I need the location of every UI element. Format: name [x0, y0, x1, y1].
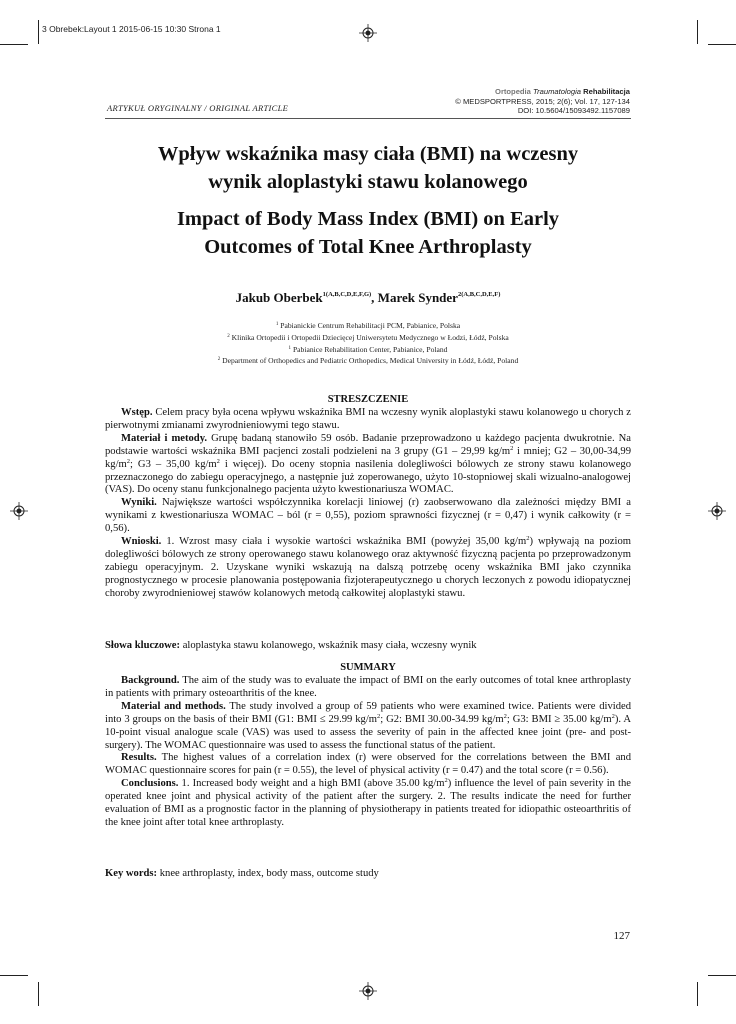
affiliation	[105, 320, 631, 332]
paragraph-text: 1. Wzrost masy ciała i wysokie wartości wskaźnika BMI (powyżej 35,00 kg/m	[161, 536, 527, 548]
affiliation-number: 2	[217, 357, 221, 363]
superscript: 2	[216, 457, 220, 465]
author-contribution: 1(A,B,C,D,E,F,G)	[322, 291, 372, 298]
affiliation	[105, 332, 631, 344]
affiliation-text: Department of Orthopedics and Pediatric Orthopedics, Medical University in Łódź, Łódź, Poland	[222, 356, 519, 366]
page-number: 127	[613, 930, 630, 942]
paragraph-text: The aim of the study was to evaluate the impact of BMI on the early outcomes of total knee arthroplasty in patients with primary osteoarthritis of the knee.	[105, 675, 631, 699]
crop-mark	[697, 20, 698, 44]
paragraph-text: The study involved a group of 59 patients who were examined twice. Patients were divided into 3 groups on the basis of their BMI (G1: BMI ≤ 29.99 kg/m	[105, 700, 631, 725]
paragraph-label: Materiał i metody.	[121, 432, 208, 444]
crop-mark	[708, 44, 736, 45]
author-name: Jakub Oberbek	[235, 290, 323, 305]
registration-mark-icon	[359, 982, 377, 1000]
abstract-en	[105, 675, 631, 830]
affiliation-text: Klinika Ortopedii i Ortopedii Dziecięcej Uniwersytetu Medycznego w Łodzi, Łódź, Polska	[231, 332, 509, 342]
abstract-pl	[105, 407, 631, 601]
abstract-paragraph	[105, 407, 631, 433]
paragraph-text: ; G3 – 35,00 kg/m	[130, 458, 217, 470]
superscript: 2	[503, 712, 507, 720]
registration-mark-icon	[10, 502, 28, 520]
crop-mark	[708, 975, 736, 976]
affiliation	[105, 355, 631, 367]
superscript: 2	[611, 712, 615, 720]
superscript: 2	[526, 535, 530, 543]
affiliation-number: 1	[275, 322, 279, 327]
registration-mark-icon	[359, 24, 377, 42]
journal-name-part2: Traumatologia	[533, 87, 582, 96]
crop-mark	[38, 982, 39, 1006]
superscript: 2	[377, 712, 381, 720]
keywords-en	[105, 867, 631, 880]
title-english-line: Impact of Body Mass Index (BMI) on Early	[176, 208, 560, 230]
journal-name	[455, 87, 630, 97]
paragraph-label: Wnioski.	[121, 536, 162, 548]
journal-name-part3: Rehabilitacja	[583, 87, 630, 96]
paragraph-text: Grupę badaną stanowiło 59 osób. Badanie przeprowadzono u każdego pacjenta dwukrotnie. Na podstawie wartości wskaźnika BMI pacjenci zostali podzieleni na 3 grupy (G1 – 29,99 kg/m	[105, 432, 631, 457]
keywords-text: knee arthroplasty, index, body mass, outcome study	[157, 868, 379, 879]
registration-mark-icon	[708, 502, 726, 520]
paragraph-text: ). A 10-point visual analogue scale (VAS) was used to assess the severity of pain in the affected knee joint (pre- and post-surgery). The WOMAC questionnaire was used to assess the functional status of the patient.	[105, 713, 631, 751]
title-polish-line: wynik aloplastyki stawu kolanowego	[208, 171, 528, 193]
paragraph-text: ) influence the level of pain severity in the operated knee joint and physical activity of the patient after the surgery. 2. The results indicate the need for further evaluation of BMI as a prognostic factor in the planning of physiotherapy in patients treated for idiopathic osteoarthritis of the knee joint after total knee arthroplasty.	[105, 778, 631, 828]
journal-doi: DOI: 10.5604/15093492.1157089	[517, 106, 630, 116]
author-separator: ,	[371, 290, 378, 305]
title-english	[105, 205, 631, 261]
paragraph-text: ; G3: BMI ≥ 35.00 kg/m	[506, 713, 612, 725]
affiliation-text: Pabianice Rehabilitation Center, Pabianice, Poland	[292, 344, 448, 354]
paragraph-label: Background.	[121, 675, 180, 686]
printer-slug: 3 Obrebek:Layout 1 2015-06-15 10:30 Strona 1	[42, 24, 221, 34]
abstract-paragraph	[105, 433, 631, 498]
abstract-pl-heading: STRESZCZENIE	[327, 394, 409, 405]
title-polish	[105, 140, 631, 196]
paragraph-text: i mniej; G2 – 30,00-34,99 kg/m	[105, 445, 631, 470]
abstract-paragraph	[105, 536, 631, 601]
title-english-line: Outcomes of Total Knee Arthroplasty	[204, 236, 532, 258]
affiliation	[105, 344, 631, 356]
abstract-en-heading: SUMMARY	[340, 662, 396, 673]
journal-header	[455, 87, 630, 116]
crop-mark	[0, 975, 28, 976]
paragraph-label: Wyniki.	[121, 497, 157, 509]
paragraph-text: The highest values of a correlation index (r) were observed for the correlations between the BMI and WOMAC questionnaire scores for pain (r = 0.55), the level of physical activity (r = 0.47) and the total score (r = 0.56).	[105, 752, 631, 777]
affiliation-text: Pabianickie Centrum Rehabilitacji PCM, Pabianice, Polska	[280, 321, 461, 330]
authors	[105, 290, 631, 306]
keywords-label: Słowa kluczowe:	[105, 640, 181, 651]
journal-volume: © MEDSPORTPRESS, 2015; 2(6); Vol. 17, 127-134	[455, 96, 630, 106]
author-name: Marek Synder	[377, 290, 458, 305]
abstract-paragraph	[105, 497, 631, 536]
paragraph-label: Conclusions.	[121, 778, 179, 790]
affiliations	[105, 320, 631, 367]
keywords-pl	[105, 639, 631, 652]
paragraph-label: Material and methods.	[121, 700, 226, 712]
paragraph-text: Największe wartości współczynnika korelacji liniowej (r) zaobserwowano dla zależności między BMI a wynikami z kwestionariusza WOMAC – ból (r = 0,55), poziom sprawności fizycznej (r = 0,47) i wynik całkowity (r = 0,56).	[105, 497, 631, 535]
crop-mark	[38, 20, 39, 44]
superscript: 2	[510, 444, 514, 452]
abstract-paragraph	[105, 778, 631, 830]
author-contribution: 2(A,B,C,D,E,F)	[457, 291, 501, 298]
affiliation-number: 2	[227, 333, 230, 339]
journal-name-part1: Ortopedia	[495, 87, 531, 96]
superscript: 2	[444, 777, 448, 785]
paragraph-text: ; G2: BMI 30.00-34.99 kg/m	[380, 713, 504, 725]
affiliation-number: 1	[288, 345, 292, 351]
paragraph-text: i więcej). Do oceny stopnia nasilenia dolegliwości bólowych ze strony stawu kolanowego przeznaczonego do zabiegu operacyjnego, a następnie już zoperowanego, użyto 10-stopniowej skali wizualno-analogowej (VAS). Do oceny stanu funkcjonalnego pacjenta użyto kwestionariusza WOMAC.	[105, 458, 631, 496]
paragraph-text: ) wpływają na poziom dolegliwości bólowych ze strony operowanego stawu kolanowego oraz aktywność fizyczną pacjenta po przeprowadzonym zabiegu operacyjnym. 2. Uzyskane wyniki wskazują na dalszą potrzebę oceny wskaźnika BMI jako czynnika prognostycznego w procesie planowania postępowania fizjoterapeutycznego u chorych leczonych z powodu idiopatycznej choroby zwyrodnieniowej stawów kolanowych metodą całkowitej aloplastyki stawu.	[105, 536, 631, 599]
abstract-paragraph	[105, 701, 631, 753]
crop-mark	[0, 44, 28, 45]
abstract-paragraph	[105, 675, 631, 701]
superscript: 2	[126, 457, 131, 465]
header-divider	[105, 118, 631, 119]
crop-mark	[697, 982, 698, 1006]
abstract-paragraph	[105, 752, 631, 778]
paragraph-text: 1. Increased body weight and a high BMI (above 35.00 kg/m	[178, 778, 445, 790]
paragraph-label: Wstęp.	[121, 407, 153, 418]
keywords-text: aloplastyka stawu kolanowego, wskaźnik masy ciała, wczesny wynik	[180, 640, 477, 651]
article-type: ARTYKUŁ ORYGINALNY / ORIGINAL ARTICLE	[107, 103, 289, 113]
paragraph-text: Celem pracy była ocena wpływu wskaźnika BMI na wczesny wynik aloplastyki stawu kolanowego u chorych z pierwotnymi zmianami zwyrodnieniowymi tego stawu.	[105, 407, 631, 431]
paragraph-label: Results.	[121, 752, 157, 764]
keywords-label: Key words:	[105, 868, 158, 879]
title-polish-line: Wpływ wskaźnika masy ciała (BMI) na wczesny	[157, 143, 579, 165]
